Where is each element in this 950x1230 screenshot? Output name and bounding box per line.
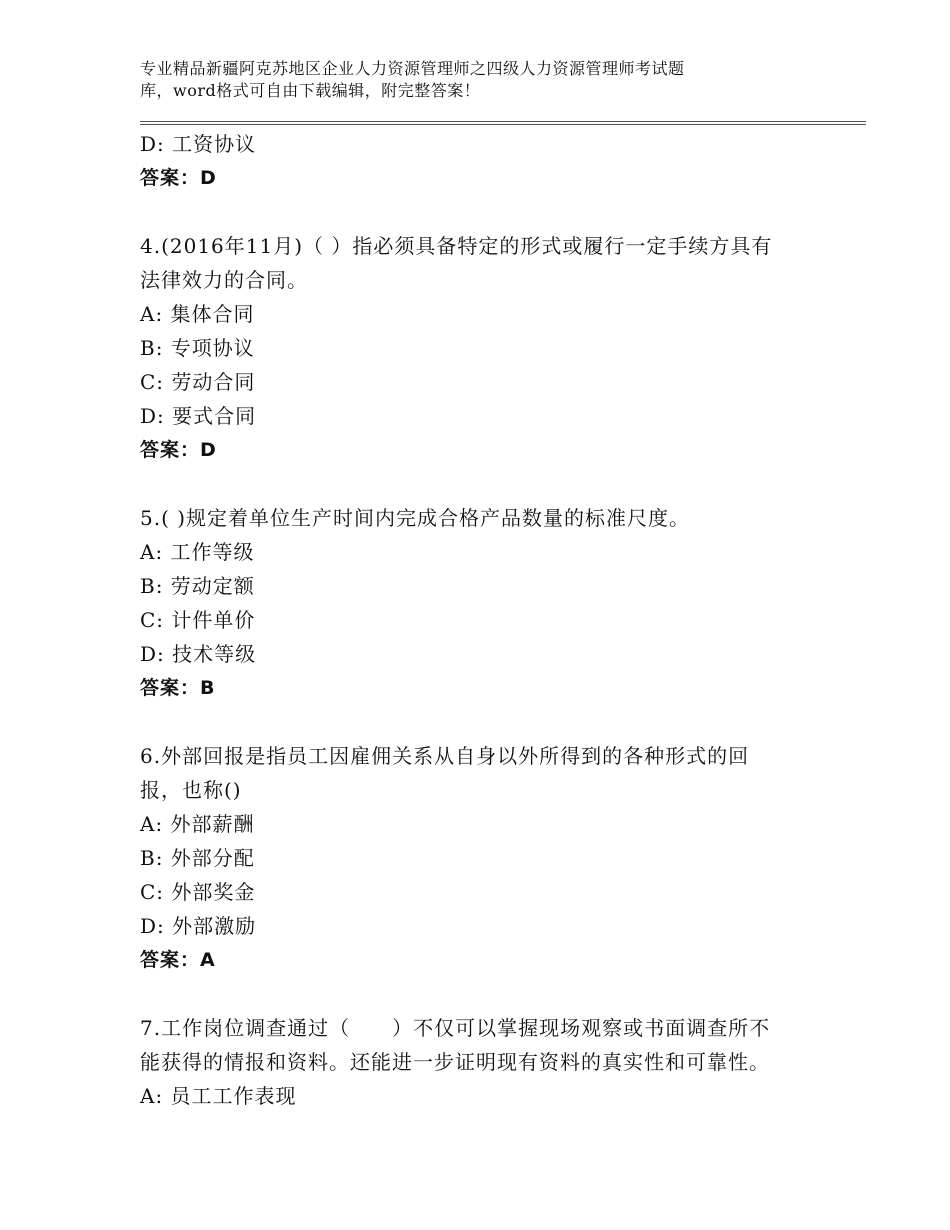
question-5 bbox=[140, 501, 840, 705]
answer-label: 答案：A bbox=[140, 949, 216, 971]
spacer bbox=[140, 705, 840, 739]
option-b: B: 专项协议 bbox=[140, 336, 255, 360]
spacer bbox=[140, 977, 840, 1011]
answer-label: 答案：D bbox=[140, 439, 217, 461]
spacer bbox=[140, 195, 840, 229]
option-c: C: 劳动合同 bbox=[140, 370, 256, 394]
question-stem-continued: 能获得的情报和资料。还能进一步证明现有资料的真实性和可靠性。 bbox=[140, 1050, 770, 1074]
question-7 bbox=[140, 1011, 840, 1113]
question-list bbox=[140, 127, 840, 1113]
option-b: B: 外部分配 bbox=[140, 846, 255, 870]
question-stem-continued: 法律效力的合同。 bbox=[140, 268, 308, 292]
question-stem: 5.( )规定着单位生产时间内完成合格产品数量的标准尺度。 bbox=[140, 506, 691, 530]
option-d: D: 工资协议 bbox=[140, 132, 257, 156]
question-stem: 7.工作岗位调查通过（ ）不仅可以掌握现场观察或书面调查所不 bbox=[140, 1016, 771, 1040]
document-header bbox=[140, 58, 840, 102]
header-divider bbox=[140, 121, 866, 125]
header-title-line-2: 库，word格式可自由下载编辑，附完整答案！ bbox=[140, 81, 481, 100]
option-a: A: 工作等级 bbox=[140, 540, 255, 564]
header-title-line-1: 专业精品新疆阿克苏地区企业人力资源管理师之四级人力资源管理师考试题 bbox=[140, 59, 685, 78]
option-d: D: 要式合同 bbox=[140, 404, 257, 428]
option-b: B: 劳动定额 bbox=[140, 574, 255, 598]
question-stem-continued: 报，也称() bbox=[140, 778, 242, 802]
question-stem: 6.外部回报是指员工因雇佣关系从自身以外所得到的各种形式的回 bbox=[140, 744, 750, 768]
option-d: D: 技术等级 bbox=[140, 642, 257, 666]
option-a: A: 员工工作表现 bbox=[140, 1084, 297, 1108]
answer-label: 答案：B bbox=[140, 677, 216, 699]
option-a: A: 外部薪酬 bbox=[140, 812, 255, 836]
option-c: C: 外部奖金 bbox=[140, 880, 256, 904]
option-d: D: 外部激励 bbox=[140, 914, 257, 938]
answer-label: 答案：D bbox=[140, 167, 217, 189]
question-4 bbox=[140, 229, 840, 467]
question-3-tail bbox=[140, 127, 840, 195]
question-6 bbox=[140, 739, 840, 977]
spacer bbox=[140, 467, 840, 501]
question-stem: 4.(2016年11月)（ ）指必须具备特定的形式或履行一定手续方具有 bbox=[140, 234, 773, 258]
option-a: A: 集体合同 bbox=[140, 302, 255, 326]
option-c: C: 计件单价 bbox=[140, 608, 256, 632]
